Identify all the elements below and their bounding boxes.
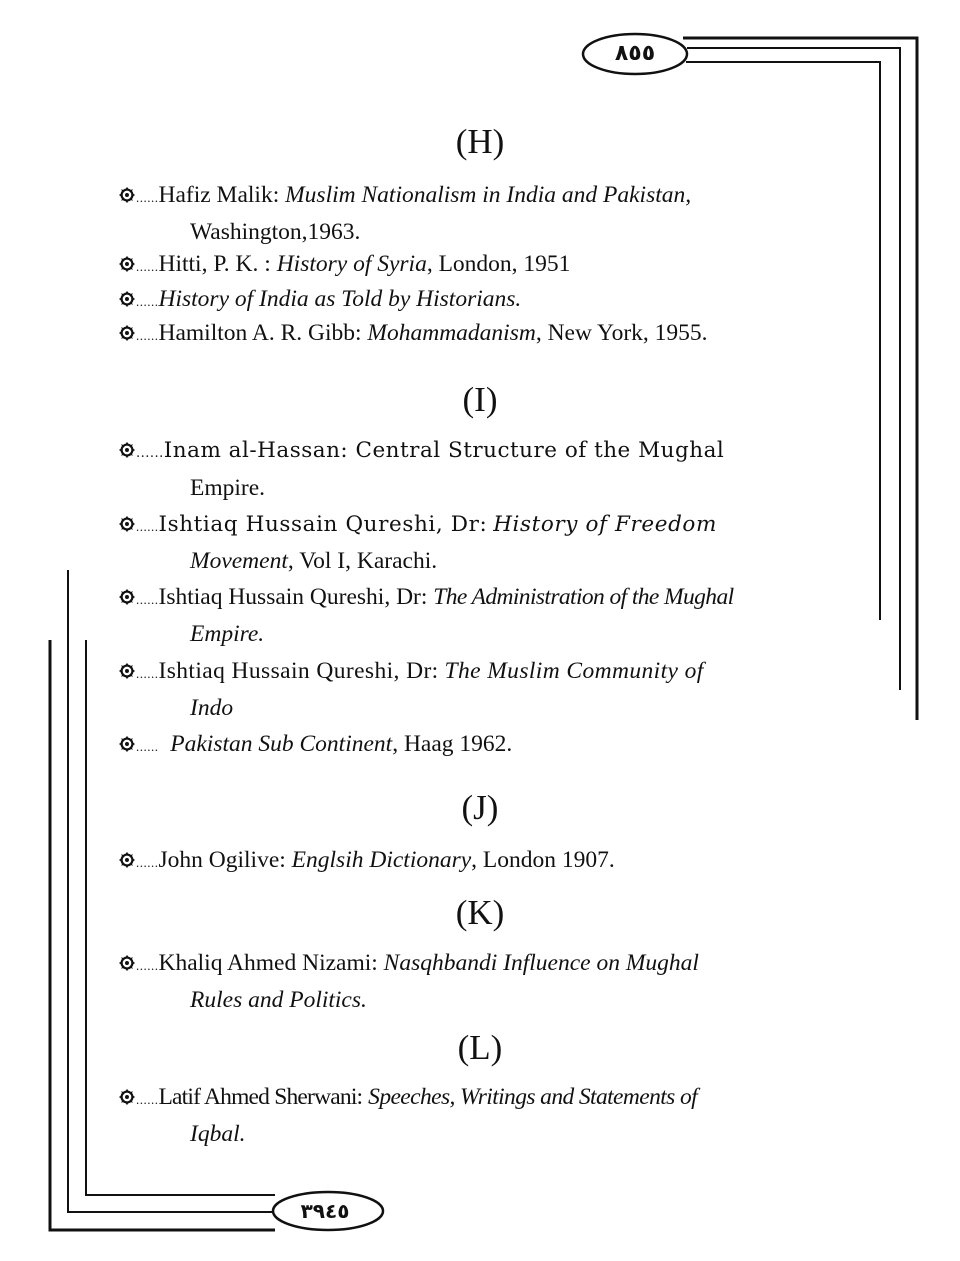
entry-hitti: ......Hitti, P. K. : History of Syria, London, 1951 bbox=[118, 247, 848, 284]
star-bullet-icon bbox=[118, 588, 136, 606]
entry-title: History of Freedom bbox=[493, 512, 717, 537]
entry-title: The Muslim Community of bbox=[444, 658, 704, 684]
entry-gibb: ......Hamilton A. R. Gibb: Mohammadanism, New York, 1955. bbox=[118, 316, 848, 353]
entry-author: Khaliq Ahmed Nizami: bbox=[158, 950, 378, 976]
entry-author: Ishtiaq Hussain Qureshi, Dr: bbox=[158, 658, 439, 684]
entry-rest: , London 1907. bbox=[471, 847, 615, 873]
entry-title: Speeches, Writings and Statements of bbox=[368, 1084, 698, 1110]
entry-qureshi-administration: ......Ishtiaq Hussain Qureshi, Dr: The Administration of the Mughal Empire. bbox=[118, 580, 848, 652]
star-bullet-icon bbox=[118, 851, 136, 869]
entry-qureshi-community: ......Ishtiaq Hussain Qureshi, Dr: The Muslim Community of Indo bbox=[118, 654, 848, 726]
page-number-top: ٨٥٥ bbox=[614, 41, 656, 66]
entry-title: History of India as Told by Historians. bbox=[158, 286, 522, 312]
star-bullet-icon bbox=[118, 1088, 136, 1106]
entry-rest: , Vol I, Karachi. bbox=[287, 548, 438, 574]
star-bullet-icon bbox=[118, 735, 136, 753]
entry-title-cont: Iqbal. bbox=[190, 1121, 246, 1147]
section-heading-k: (K) bbox=[455, 893, 505, 932]
entry-rest: , New York, 1955. bbox=[535, 320, 708, 346]
entry-line2: Empire. bbox=[190, 475, 266, 501]
entry-author: Latif Ahmed Sherwani: bbox=[158, 1084, 363, 1110]
entry-john-ogilive: ......John Ogilive: Englsih Dictionary, London 1907. bbox=[118, 843, 848, 880]
entry-rest: Washington,1963. bbox=[190, 219, 361, 245]
entry-title: Pakistan Sub Continent bbox=[170, 731, 393, 757]
entry-hafiz-malik: ......Hafiz Malik: Muslim Nationalism in India and Pakistan, Washington,1963. bbox=[118, 178, 848, 250]
entry-khaliq-nizami: ......Khaliq Ahmed Nizami: Nasqhbandi Influence on Mughal Rules and Politics. bbox=[118, 946, 848, 1018]
entry-author: Hamilton A. R. Gibb: bbox=[158, 320, 362, 346]
entry-title: Mohammadanism bbox=[367, 320, 536, 346]
entry-latif-sherwani: ......Latif Ahmed Sherwani: Speeches, Writings and Statements of Iqbal. bbox=[118, 1080, 848, 1152]
star-bullet-icon bbox=[118, 662, 136, 680]
section-heading-i: (I) bbox=[462, 380, 498, 419]
entry-history-of-india: ......History of India as Told by Historians. bbox=[118, 282, 848, 319]
star-bullet-icon bbox=[118, 290, 136, 308]
star-bullet-icon bbox=[118, 324, 136, 342]
entry-line1: Inam al-Hassan: Central Structure of the Mughal bbox=[163, 438, 725, 463]
entry-title-cont: Movement bbox=[190, 548, 288, 574]
star-bullet-icon bbox=[118, 255, 136, 273]
entry-title: Englsih Dictionary bbox=[291, 847, 472, 873]
entry-title: History of Syria bbox=[276, 251, 427, 277]
section-heading-l: (L) bbox=[457, 1028, 503, 1067]
entry-author: Ishtiaq Hussain Qureshi, Dr: bbox=[158, 584, 428, 610]
entry-author: Ishtiaq Hussain Qureshi, Dr: bbox=[158, 512, 488, 537]
entry-author: Hafiz Malik: bbox=[158, 182, 280, 208]
entry-title: Nasqhbandi Influence on Mughal bbox=[383, 950, 699, 976]
section-heading-j: (J) bbox=[461, 788, 499, 827]
star-bullet-icon bbox=[118, 186, 136, 204]
entry-title-cont: Rules and Politics. bbox=[190, 987, 367, 1013]
star-bullet-icon bbox=[118, 515, 136, 533]
entry-title-cont: Empire. bbox=[190, 621, 265, 647]
entry-qureshi-freedom: ......Ishtiaq Hussain Qureshi, Dr: History of Freedom Movement, Vol I, Karachi. bbox=[118, 507, 848, 579]
entry-author: Hitti, P. K. : bbox=[158, 251, 271, 277]
entry-rest: , London, 1951 bbox=[426, 251, 571, 277]
entry-pakistan-sub-continent: ...... Pakistan Sub Continent, Haag 1962. bbox=[118, 727, 848, 764]
entry-title: Muslim Nationalism in India and Pakistan, bbox=[285, 182, 692, 208]
star-bullet-icon bbox=[118, 954, 136, 972]
entry-author: John Ogilive: bbox=[158, 847, 286, 873]
entry-rest: , Haag 1962. bbox=[392, 731, 513, 757]
section-heading-h: (H) bbox=[455, 122, 505, 161]
star-bullet-icon bbox=[118, 441, 136, 459]
entry-title: The Administration of the Mughal bbox=[433, 584, 734, 610]
page-number-bottom: ٣٩٤٥ bbox=[300, 1199, 350, 1223]
entry-title-cont: Indo bbox=[190, 695, 234, 721]
entry-inam-al-hassan: ......Inam al-Hassan: Central Structure of the Mughal Empire. bbox=[118, 433, 848, 506]
